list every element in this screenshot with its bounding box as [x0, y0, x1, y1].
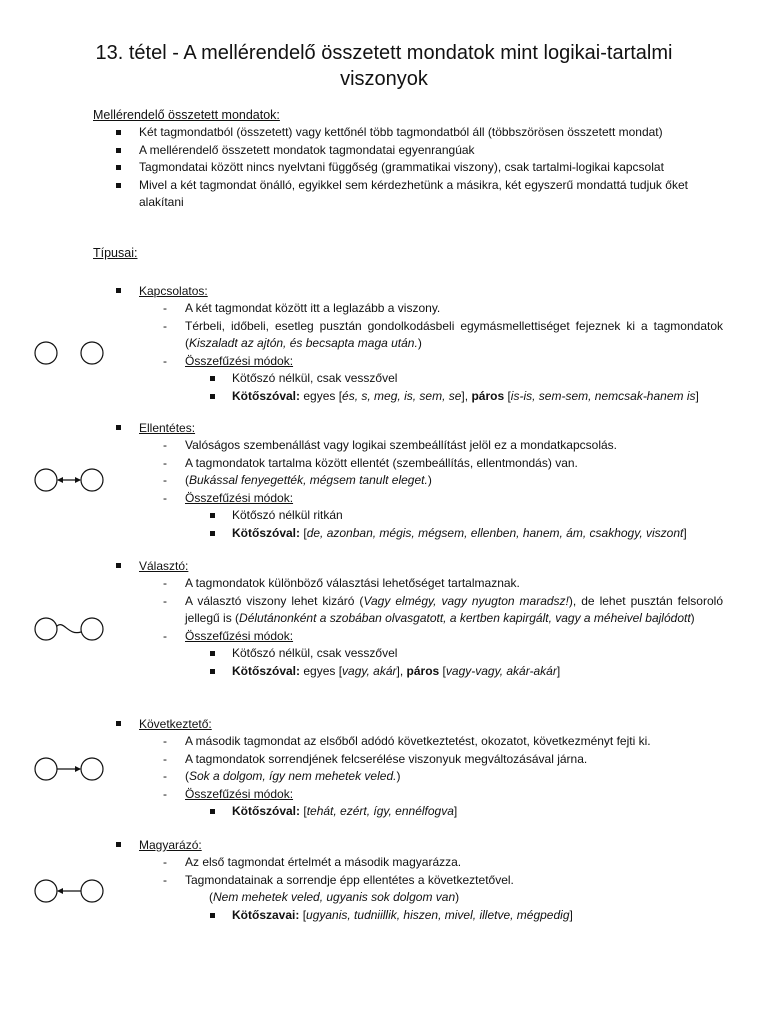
section-kovetkezteto [93, 715, 723, 821]
bullet-icon [210, 669, 215, 674]
circle-icon [35, 880, 57, 902]
list-item [93, 872, 723, 890]
list-item [93, 907, 723, 925]
line-text: ( [185, 473, 189, 487]
line-text: A tagmondatok sorrendjének felcserélése viszonyuk megváltozásával járna. [185, 751, 588, 766]
circle-icon [35, 342, 57, 364]
section-heading [93, 836, 723, 854]
conjunction-list: tehát, ezért, így, ennélfogva [306, 804, 454, 818]
line-text: ) [455, 890, 460, 904]
bullet-icon [116, 563, 121, 568]
dash-icon: - [163, 872, 167, 887]
circle-icon [81, 342, 103, 364]
modes-label: Összefűzési módok: [185, 490, 294, 505]
line-text: A második tagmondat az elsőből adódó következtetést, okozatot, következményt fejti ki. [185, 734, 651, 748]
bullet-icon [116, 148, 121, 153]
line-text: ) [690, 611, 695, 625]
list-item [93, 159, 733, 177]
dash-icon: - [163, 353, 167, 368]
list-item [93, 300, 723, 318]
types-heading: Típusai: [93, 246, 138, 260]
bullet-icon [116, 130, 121, 135]
modes-label: Összefűzési módok: [185, 628, 294, 643]
line-text: [ [439, 663, 446, 678]
conjunction-label: Kötőszóval: [232, 525, 301, 540]
list-item [93, 437, 723, 455]
bullet-icon [210, 394, 215, 399]
list-item [93, 786, 723, 804]
dash-icon: - [163, 301, 167, 315]
list-item [93, 628, 723, 646]
list-item [93, 663, 723, 681]
conjunction-label: Kötőszóval: [232, 804, 301, 818]
line-text: ], [461, 388, 472, 403]
line-text: A választó viszony lehet kizáró ( [185, 593, 364, 608]
dash-icon: - [163, 576, 167, 590]
list-item [93, 889, 723, 907]
right-arrow-diagram [28, 754, 108, 784]
circle-icon [81, 618, 103, 640]
list-item-text: Tagmondatai között nincs nyelvtani függőség (grammatikai viszony), csak tartalmi-logikai kapcsolat [139, 160, 664, 174]
list-item [93, 575, 723, 593]
section-valaszto [93, 557, 723, 680]
dash-icon: - [163, 593, 167, 608]
list-item [93, 124, 733, 142]
list-item [93, 388, 723, 406]
list-item [93, 472, 723, 490]
paired-label: páros [406, 663, 440, 678]
line-text: ] [695, 388, 699, 403]
section-magyarazo [93, 836, 723, 924]
example-sentence: Délutánonként a szobában olvasgatott, a kertben kapirgált, vagy a méheivel bajlódott [239, 611, 691, 625]
list-item [93, 803, 723, 821]
list-item [93, 177, 733, 212]
conjunction-list: vagy, akár [342, 663, 397, 678]
list-item [93, 455, 723, 473]
dash-icon: - [163, 734, 167, 748]
modes-label: Összefűzési módok: [185, 786, 294, 801]
dash-icon: - [163, 318, 167, 333]
conjunction-list: és, s, meg, is, sem, se [342, 388, 462, 403]
line-text: ], [396, 663, 407, 678]
line-text: ), de lehet pusztán felsoroló jellegű is ( [185, 593, 723, 625]
wave-icon [57, 625, 81, 633]
line-text: A két tagmondat között itt a leglazább a viszony. [185, 301, 441, 315]
line-text: Valóságos szembenállást vagy logikai szembeállítást jelöl ez a mondatkapcsolás. [185, 438, 618, 452]
line-text: ) [396, 769, 401, 783]
list-item [93, 854, 723, 872]
arrow-left-icon [57, 888, 63, 894]
section-ellentetes [93, 419, 723, 542]
list-item-text: Két tagmondatból (összetett) vagy kettőnél több tagmondatból áll (többszörösen összetett mondat) [139, 125, 663, 139]
line-text: [ [300, 525, 307, 540]
line-text: Térbeli, időbeli, esetleg pusztán gondolkodásbeli egymásmellettiséget fejeznek ki a tagmondatok ( [185, 318, 723, 350]
list-item [93, 142, 733, 160]
list-item [93, 751, 723, 769]
line-text: ( [185, 769, 189, 783]
line-text: ) [427, 473, 432, 487]
conjunction-list: is-is, sem-sem, nemcsak-hanem is [510, 388, 696, 403]
line-text: [ [300, 804, 307, 818]
bullet-icon [210, 376, 215, 381]
section-heading [93, 715, 723, 733]
circle-icon [81, 880, 103, 902]
bullet-icon [116, 165, 121, 170]
section-kapcsolatos [93, 282, 723, 405]
example-sentence: Bukással fenyegették, mégsem tanult eleget. [189, 473, 428, 487]
list-item [93, 768, 723, 786]
modes-label: Összefűzési módok: [185, 353, 294, 368]
dash-icon: - [163, 473, 167, 487]
double-arrow-diagram [28, 465, 108, 495]
list-item [93, 525, 723, 543]
dash-icon: - [163, 490, 167, 505]
line-text: ( [209, 890, 213, 904]
bullet-icon [116, 721, 121, 726]
page-title: 13. tétel - A mellérendelő összetett mondatok mint logikai-tartalmi viszonyok [95, 42, 673, 90]
list-item-text: Mivel a két tagmondat önálló, egyikkel sem kérdezhetünk a másikra, két egyszerű mondattá tudjuk őket alakítani [139, 177, 688, 209]
intro-heading: Mellérendelő összetett mondatok: [93, 108, 280, 122]
paired-label: páros [471, 388, 505, 403]
example-sentence: Kiszaladt az ajtón, és becsapta maga után. [189, 336, 418, 350]
example-sentence: Vagy elmégy, vagy nyugton maradsz! [363, 593, 569, 608]
dash-icon: - [163, 628, 167, 643]
line-text: [ [504, 388, 511, 403]
bullet-icon [210, 809, 215, 814]
line-text: ] [556, 663, 561, 678]
dash-icon: - [163, 786, 167, 801]
wave-link-diagram [28, 614, 108, 644]
list-item [93, 733, 723, 751]
conjunction-list: vagy-vagy, akár-akár [445, 663, 557, 678]
two-circles-diagram [28, 338, 108, 368]
bullet-icon [210, 913, 215, 918]
section-heading [93, 557, 723, 575]
circle-icon [81, 758, 103, 780]
bullet-icon [210, 531, 215, 536]
line-text: ] [569, 907, 573, 922]
list-item [93, 490, 723, 508]
dash-icon: - [163, 855, 167, 869]
conjunction-label: Kötőszavai: [232, 907, 300, 922]
list-item [93, 370, 723, 388]
circle-icon [35, 758, 57, 780]
line-text: Tagmondatainak a sorrendje épp ellentétes a következtetővel. [185, 872, 514, 887]
line-text: Kötőszó nélkül, csak vesszővel [232, 371, 398, 385]
conjunction-label: Kötőszóval: [232, 388, 301, 403]
intro-list [93, 124, 733, 212]
list-item [93, 645, 723, 663]
circle-icon [81, 469, 103, 491]
section-title: Következtető: [139, 717, 212, 731]
line-text: egyes [ [300, 663, 343, 678]
bullet-icon [210, 651, 215, 656]
dash-icon: - [163, 769, 167, 783]
line-text: [ [299, 907, 307, 922]
example-sentence: Sok a dolgom, így nem mehetek veled. [189, 769, 397, 783]
list-item-text: A mellérendelő összetett mondatok tagmondatai egyenrangúak [139, 142, 475, 157]
left-arrow-diagram [28, 876, 108, 906]
bullet-icon [116, 288, 121, 293]
line-text: A tagmondatok különböző választási lehetőséget tartalmaznak. [185, 576, 520, 590]
dash-icon: - [163, 751, 167, 766]
section-title: Kapcsolatos: [139, 284, 208, 298]
dash-icon: - [163, 438, 167, 452]
conjunction-label: Kötőszóval: [232, 663, 301, 678]
line-text: ] [683, 525, 687, 540]
section-heading [93, 419, 723, 437]
list-item [93, 593, 723, 628]
arrow-right-icon [75, 477, 81, 483]
dash-icon: - [163, 455, 167, 470]
line-text: Az első tagmondat értelmét a második magyarázza. [185, 855, 462, 869]
list-item [93, 507, 723, 525]
section-heading [93, 282, 723, 300]
conjunction-list: ugyanis, tudniillik, hiszen, mivel, illetve, mégpedig [306, 907, 570, 922]
list-item [93, 318, 723, 353]
bullet-icon [116, 183, 121, 188]
line-text: ) [417, 336, 422, 350]
bullet-icon [116, 425, 121, 430]
circle-icon [35, 618, 57, 640]
section-title: Magyarázó: [139, 838, 202, 852]
circle-icon [35, 469, 57, 491]
bullet-icon [210, 513, 215, 518]
line-text: ] [453, 804, 458, 818]
section-title: Ellentétes: [139, 421, 196, 435]
line-text: A tagmondatok tartalma között ellentét (szembeállítás, ellentmondás) van. [185, 455, 578, 470]
arrow-left-icon [57, 477, 63, 483]
line-text: Kötőszó nélkül ritkán [232, 508, 343, 522]
line-text: egyes [ [300, 388, 343, 403]
section-title: Választó: [139, 559, 189, 573]
example-sentence: Nem mehetek veled, ugyanis sok dolgom van [213, 890, 456, 904]
conjunction-list: de, azonban, mégis, mégsem, ellenben, hanem, ám, csakhogy, viszont [306, 525, 684, 540]
arrow-right-icon [75, 766, 81, 772]
line-text: Kötőszó nélkül, csak vesszővel [232, 646, 398, 660]
bullet-icon [116, 842, 121, 847]
list-item [93, 353, 723, 371]
